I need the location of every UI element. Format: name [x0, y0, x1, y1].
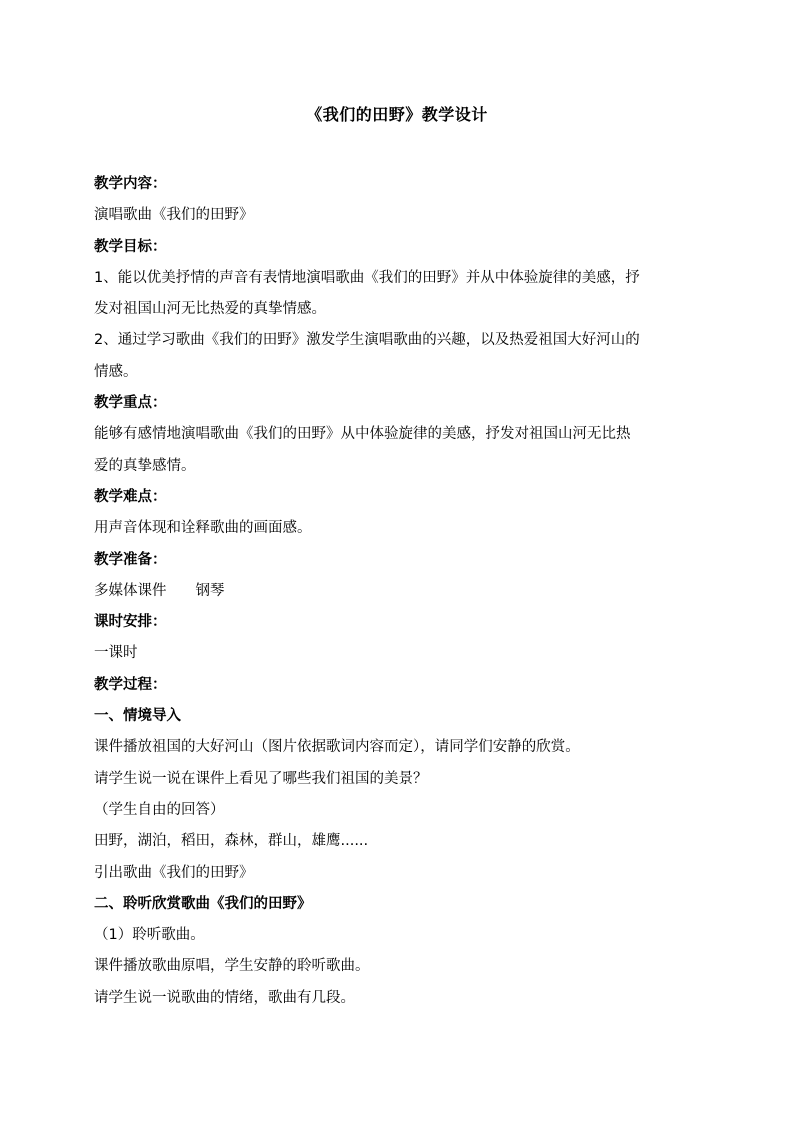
paragraph-line: 用声音体现和诠释歌曲的画面感。	[94, 520, 312, 537]
document-body	[94, 169, 706, 1014]
paragraph-line: 发对祖国山河无比热爱的真挚情感。	[94, 301, 326, 318]
paragraph-line: 引出歌曲《我们的田野》	[94, 864, 254, 881]
document-title: 《我们的田野》教学设计	[306, 105, 488, 124]
section-heading: 教学目标：	[94, 238, 167, 255]
paragraph-line: 2、通过学习歌曲《我们的田野》激发学生演唱歌曲的兴趣，以及热爱祖国大好河山的	[94, 332, 640, 349]
section-heading: 课时安排：	[94, 614, 167, 631]
paragraph-line: 一课时	[94, 645, 138, 662]
section-heading: 教学难点：	[94, 488, 167, 505]
paragraph-line: 能够有感情地演唱歌曲《我们的田野》从中体验旋律的美感，抒发对祖国山河无比热	[94, 426, 631, 443]
paragraph-line: 请学生说一说歌曲的情绪，歌曲有几段。	[94, 989, 355, 1006]
paragraph-line: 爱的真挚感情。	[94, 457, 196, 474]
paragraph-line: 课件播放祖国的大好河山（图片依据歌词内容而定），请同学们安静的欣赏。	[94, 739, 580, 756]
section-heading: 教学准备：	[94, 551, 167, 568]
section-heading: 教学过程：	[94, 676, 167, 693]
paragraph-line: （1）聆听歌曲。	[94, 927, 205, 944]
section-heading: 二、聆听欣赏歌曲《我们的田野》	[94, 895, 312, 912]
paragraph-line: 田野，湖泊，稻田，森林，群山，雄鹰......	[94, 833, 369, 850]
paragraph-line: 演唱歌曲《我们的田野》	[94, 207, 254, 224]
paragraph-line: 1、能以优美抒情的声音有表情地演唱歌曲《我们的田野》并从中体验旋律的美感，抒	[94, 269, 640, 286]
paragraph-line: 课件播放歌曲原唱，学生安静的聆听歌曲。	[94, 958, 370, 975]
section-heading: 一、情境导入	[94, 708, 181, 725]
paragraph-line: 情感。	[94, 363, 138, 380]
section-heading: 教学内容：	[94, 176, 167, 192]
section-heading: 教学重点：	[94, 395, 167, 412]
paragraph-line: 多媒体课件 钢琴	[94, 582, 225, 599]
paragraph-line: 请学生说一说在课件上看见了哪些我们祖国的美景？	[94, 770, 428, 787]
paragraph-line: （学生自由的回答）	[94, 801, 225, 818]
